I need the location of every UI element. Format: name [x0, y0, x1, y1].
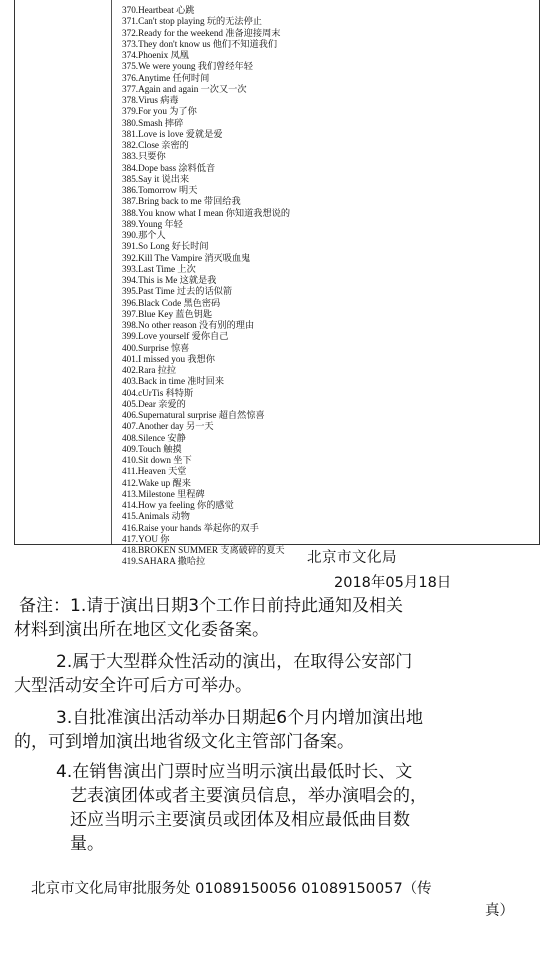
song-item: 418.BROKEN SUMMER 支离破碎的夏天: [122, 545, 285, 555]
notes-line: 材料到演出所在地区文化委备案。: [14, 620, 269, 640]
song-item: 404.cUrTis 科特斯: [122, 387, 194, 398]
contact-footer: 北京市文化局审批服务处 01089150056 01089150057（传: [31, 881, 432, 897]
song-item: 400.Surprise 惊喜: [122, 342, 190, 353]
song-item: 382.Close 亲密的: [122, 140, 189, 150]
notes-line: 大型活动安全许可后方可举办。: [14, 676, 252, 696]
song-item: 381.Love is love 爱就是爱: [122, 128, 223, 139]
song-item: 374.Phoenix 凤凰: [122, 50, 189, 60]
issuer-name: 北京市文化局: [307, 550, 397, 566]
notes-line: 量。: [70, 834, 104, 854]
song-item: 370.Heartbeat 心跳: [122, 5, 195, 15]
table-column-divider: [111, 0, 112, 544]
song-item: 394.This is Me 这就是我: [122, 275, 217, 285]
song-item: 407.Another day 另一天: [122, 421, 214, 432]
song-item: 409.Touch 触摸: [122, 443, 182, 454]
song-item: 398.No other reason 没有别的理由: [122, 320, 255, 330]
song-item: 399.Love yourself 爱你自己: [122, 331, 229, 342]
song-item: 385.Say it 说出来: [122, 173, 190, 184]
song-item: 395.Past Time 过去的话似箭: [122, 286, 233, 297]
song-item: 401.I missed you 我想你: [122, 353, 215, 364]
song-item: 405.Dear 亲爱的: [122, 398, 186, 409]
song-item: 378.Virus 病毒: [122, 95, 179, 105]
song-item: 417.YOU 你: [122, 533, 170, 544]
song-item: 387.Bring back to me 带回给我: [122, 196, 241, 207]
song-item: 406.Supernatural surprise 超自然惊喜: [122, 410, 265, 420]
notes-line: 艺表演团体或者主要演员信息，举办演唱会的，: [70, 786, 427, 806]
song-item: 376.Anytime 任何时间: [122, 72, 210, 83]
song-item: 410.Sit down 坐下: [122, 455, 192, 465]
notes-line: 3.自批准演出活动举办日期起6个月内增加演出地: [56, 708, 424, 728]
song-item: 413.Milestone 里程碑: [122, 488, 205, 499]
song-item: 371.Can't stop playing 玩的无法停止: [122, 16, 262, 27]
song-item: 379.For you 为了你: [122, 106, 197, 117]
song-item: 386.Tomorrow 明天: [122, 185, 198, 195]
contact-footer-continued: 真）: [485, 903, 514, 919]
notes-line: 4.在销售演出门票时应当明示演出最低时长、文: [56, 762, 413, 782]
song-item: 419.SAHARA 撒哈拉: [122, 556, 206, 567]
song-item: 392.Kill The Vampire 消灭吸血鬼: [122, 252, 251, 263]
song-item: 373.They don't know us 他们不知道我们: [122, 38, 278, 49]
song-item: 408.Silence 安静: [122, 432, 186, 443]
song-item: 388.You know what I mean 你知道我想说的: [122, 207, 291, 218]
song-item: 411.Heaven 天堂: [122, 466, 187, 477]
song-item: 389.Young 年轻: [122, 218, 183, 229]
song-item: 402.Rara 拉拉: [122, 365, 177, 375]
song-item: 390.那个人: [122, 230, 166, 240]
song-item: 403.Back in time 准时回来: [122, 376, 225, 387]
song-item: 391.So Long 好长时间: [122, 241, 209, 252]
song-item: 375.We were young 我们曾经年轻: [122, 61, 253, 72]
notes-line: 还应当明示主要演员或团体及相应最低曲目数: [70, 810, 410, 830]
song-item: 397.Blue Key 蓝色钥匙: [122, 308, 213, 319]
notes-line: 2.属于大型群众性活动的演出，在取得公安部门: [56, 652, 413, 672]
song-item: 393.Last Time 上次: [122, 263, 196, 274]
song-item: 384.Dope bass 涂料低音: [122, 162, 216, 173]
song-list: [122, 5, 290, 568]
song-item: 377.Again and again 一次又一次: [122, 83, 247, 94]
song-item: 412.Wake up 醒来: [122, 477, 191, 488]
issue-date: 2018年05月18日: [334, 575, 452, 591]
notes-line: 备注：1.请于演出日期3个工作日前持此通知及相关: [19, 596, 404, 616]
song-item: 415.Animals 动物: [122, 511, 190, 522]
song-item: 372.Ready for the weekend 准备迎接周末: [122, 27, 281, 38]
song-item: 416.Raise your hands 举起你的双手: [122, 522, 259, 533]
notes-line: 的，可到增加演出地省级文化主管部门备案。: [14, 732, 354, 752]
song-item: 380.Smash 摔碎: [122, 117, 184, 128]
song-item: 396.Black Code 黑色密码: [122, 297, 221, 308]
song-item: 414.How ya feeling 你的感觉: [122, 500, 234, 510]
song-item: 383.只要你: [122, 151, 166, 162]
